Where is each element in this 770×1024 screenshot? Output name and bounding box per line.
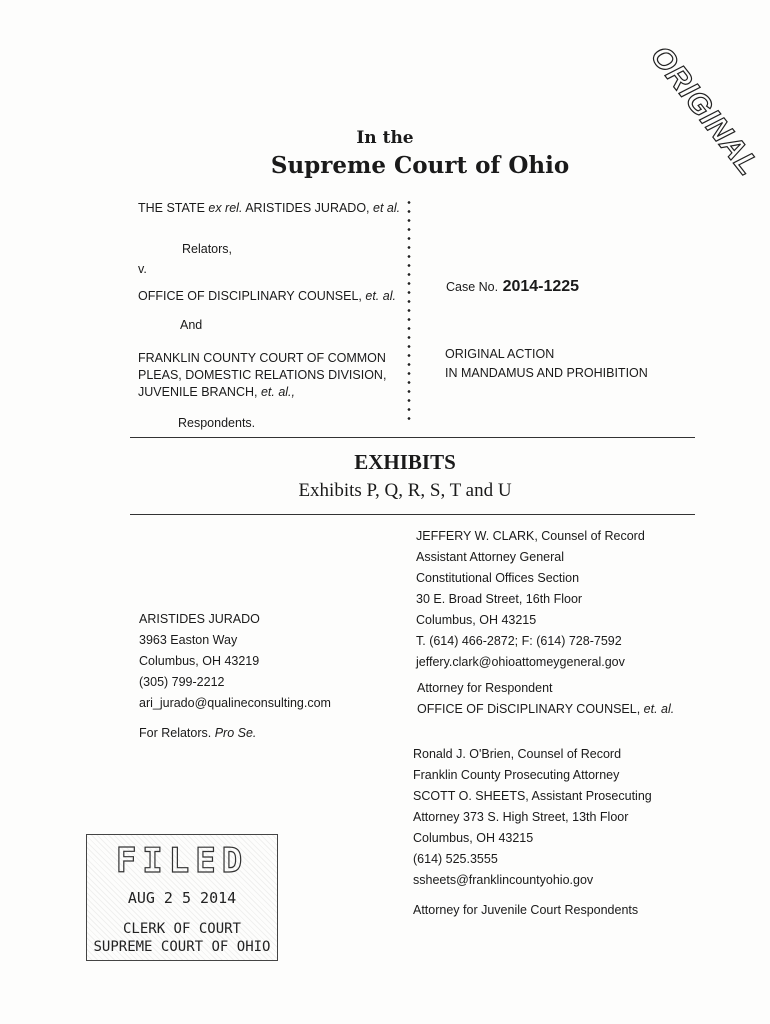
respondent-franklin-etal: et. al., (260, 385, 295, 399)
versus-label: v. (138, 262, 147, 276)
counsel-juvenile-line7: ssheets@franklincountyohio.gov (413, 873, 594, 887)
court-heading-in-the: In the (356, 128, 414, 148)
counsel-odc-line6: T. (614) 466-2872; F: (614) 728-7592 (416, 634, 622, 648)
counsel-juvenile-line6: (614) 525.3555 (413, 852, 498, 866)
relator-contact-block (139, 609, 331, 714)
counsel-odc-line7: jeffery.clark@ohioattomeygeneral.gov (416, 655, 625, 669)
counsel-juvenile-line1: Ronald J. O'Brien, Counsel of Record (413, 747, 622, 761)
counsel-odc-role-block (417, 678, 674, 720)
respondent-franklin-line2: PLEAS, DOMESTIC RELATIONS DIVISION, (138, 368, 387, 382)
respondent-odc-name: OFFICE OF DISCIPLINARY COUNSEL, (138, 289, 366, 303)
filed-stamp-word: FILED (115, 841, 249, 881)
relator-name: ARISTIDES JURADO (139, 612, 260, 626)
counsel-odc-role-office: OFFICE OF DiSCIPLINARY COUNSEL, (417, 702, 644, 716)
respondent-odc (138, 289, 396, 303)
filed-stamp-clerk-line1: CLERK OF COURT (122, 921, 241, 937)
relator-street: 3963 Easton Way (139, 633, 238, 647)
filed-stamp-date: AUG 2 5 2014 (127, 889, 237, 907)
case-number-value: 2014-1225 (502, 278, 580, 295)
relators-party-state: THE STATE (138, 201, 209, 215)
relator-city: Columbus, OH 43219 (139, 654, 260, 668)
case-number-label: Case No. (446, 280, 499, 294)
respondent-franklin-branch: JUVENILE BRANCH, (138, 385, 261, 399)
respondent-franklin-line1: FRANKLIN COUNTY COURT OF COMMON (138, 351, 386, 365)
counsel-odc-line2: Assistant Attorney General (416, 550, 564, 564)
counsel-juvenile-role: Attorney for Juvenile Court Respondents (413, 903, 639, 917)
relators-party-etal: et al. (373, 201, 401, 215)
counsel-odc-line5: Columbus, OH 43215 (416, 613, 537, 627)
action-type-line1: ORIGINAL ACTION (445, 347, 555, 361)
exhibits-title: EXHIBITS (354, 450, 456, 474)
counsel-odc-role-etal: et. al. (643, 702, 675, 716)
respondent-franklin-line3 (138, 385, 295, 399)
counsel-juvenile-line3: SCOTT O. SHEETS, Assistant Prosecuting (413, 789, 652, 803)
counsel-odc-line3: Constitutional Offices Section (416, 571, 580, 585)
filed-stamp (86, 834, 278, 961)
court-heading-name: Supreme Court of Ohio (270, 152, 570, 179)
relator-role (139, 726, 256, 740)
exhibits-bottom-rule (130, 514, 695, 515)
and-label: And (180, 318, 203, 332)
exhibits-subtitle: Exhibits P, Q, R, S, T and U (298, 480, 512, 501)
caption-bottom-rule (130, 437, 695, 438)
case-number-line (446, 278, 579, 296)
counsel-juvenile-line2: Franklin County Prosecuting Attorney (413, 768, 620, 782)
relator-role-prose: Pro Se. (214, 726, 257, 740)
counsel-juvenile-line5: Columbus, OH 43215 (413, 831, 534, 845)
counsel-juvenile-block (413, 744, 652, 891)
respondents-label: Respondents. (178, 416, 256, 430)
relators-label: Relators, (182, 242, 233, 256)
counsel-odc-block (416, 526, 645, 673)
relators-party-name: ARISTIDES JURADO, (242, 201, 374, 215)
caption-dotted-divider (406, 198, 412, 420)
counsel-odc-line4: 30 E. Broad Street, 16th Floor (416, 592, 583, 606)
action-type-line2: IN MANDAMUS AND PROHIBITION (445, 366, 648, 380)
counsel-odc-role-line2 (417, 699, 674, 720)
original-stamp: ORIGINAL (643, 40, 766, 183)
relators-party-exrel: ex rel. (208, 201, 243, 215)
respondent-odc-etal: et. al. (365, 289, 396, 303)
filed-stamp-clerk-line2: SUPREME COURT OF OHIO (93, 939, 271, 955)
relators-party (138, 201, 400, 215)
relator-phone: (305) 799-2212 (139, 675, 225, 689)
counsel-odc-role-line1: Attorney for Respondent (417, 681, 553, 695)
counsel-juvenile-line4: Attorney 373 S. High Street, 13th Floor (413, 810, 629, 824)
relator-role-label: For Relators. (139, 726, 215, 740)
relator-email: ari_jurado@qualineconsulting.com (139, 696, 331, 710)
counsel-odc-line1: JEFFERY W. CLARK, Counsel of Record (416, 529, 645, 543)
